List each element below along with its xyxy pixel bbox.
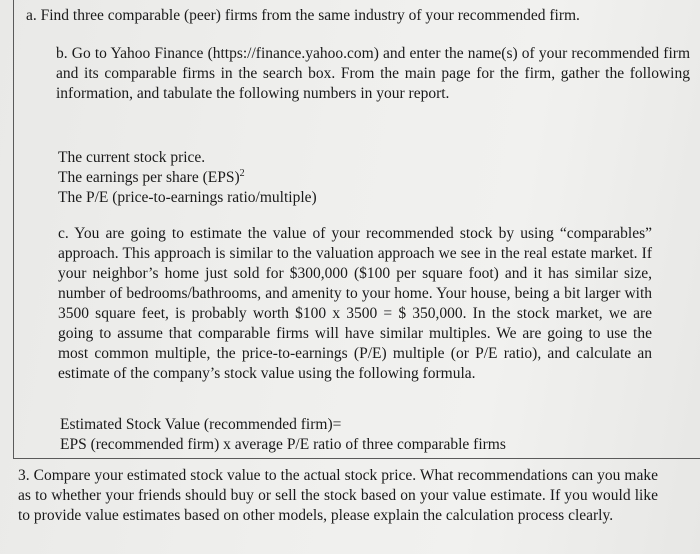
left-border-line [13, 0, 14, 458]
formula-line-1: Estimated Stock Value (recommended firm)= [60, 416, 342, 433]
question-c-text: c. You are going to estimate the value of your recommended stock by using “comparables” approach. This approach is similar to the valuation approach we see in the real estate market. If your neighbor’s home just sold for $300,000 ($100 per square foot) and it has similar size, number of bedrooms/bathrooms, and amenity to your home. Your house, being a bit larger with 3500 square feet, is probably worth $100 x 3500 = $ 350,000. In the stock market, we are going to assume that comparable firms will have similar multiples. We are going to use the most common multiple, the price-to-earnings (P/E) multiple (or P/E ratio), and calculate an estimate of the company’s stock value using the following formula. [58, 225, 652, 382]
footnote-marker: 2 [239, 168, 245, 179]
formula-block [60, 415, 660, 455]
info-item-eps [58, 168, 658, 188]
info-item-pe: The P/E (price-to-earnings ratio/multiple) [58, 189, 317, 206]
formula-line-2: EPS (recommended firm) x average P/E ratio of three comparable firms [60, 436, 506, 453]
info-item-price: The current stock price. [58, 149, 206, 166]
question-a-text: a. Find three comparable (peer) firms from the same industry of your recommended firm. [26, 7, 580, 24]
info-item-eps-label: The earnings per share (EPS) [58, 169, 240, 186]
section-divider-line [13, 458, 700, 459]
info-list [58, 148, 658, 208]
question-b-text: b. Go to Yahoo Finance (https://finance.yahoo.com) and enter the name(s) of your recommended firm and its comparable firms in the search box. From the main page for the firm, gather the following information, and tabulate the following numbers in your report. [56, 45, 690, 102]
question-3-text: 3. Compare your estimated stock value to the actual stock price. What recommendations can you make as to whether your friends should buy or sell the stock based on your value estimate. If you would like to provide value estimates based on other models, please explain the calculation process clearly. [18, 467, 658, 524]
